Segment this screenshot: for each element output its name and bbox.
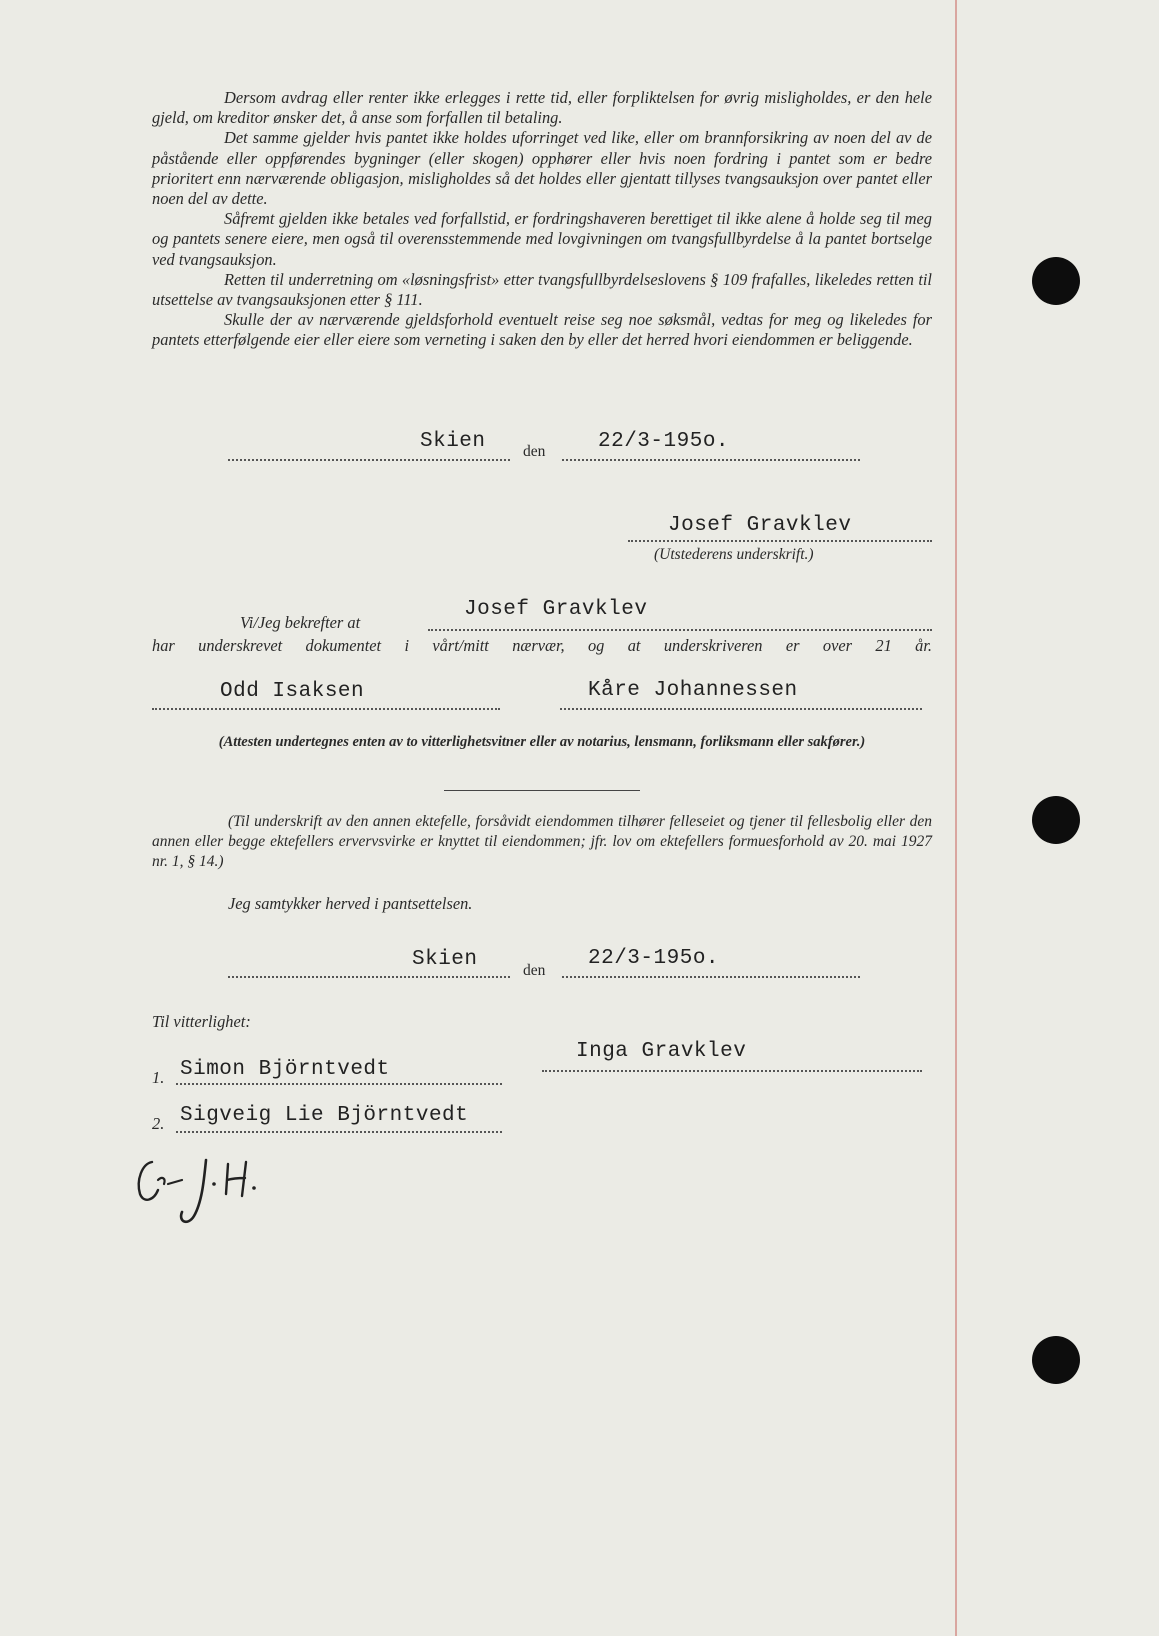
den-label: den [523,443,546,460]
witness-2: Kåre Johannessen [588,679,798,702]
place-line [228,459,510,461]
spouse-note [152,812,932,872]
signing-date: 22/3-195o. [598,430,730,453]
signing-date-2: 22/3-195o. [588,947,720,970]
vitterlighet-line-1 [176,1083,502,1085]
confirm-prefix: Vi/Jeg bekrefter at [240,613,361,632]
confirm-line [428,629,932,631]
vitterlighet-line-2 [176,1131,502,1133]
place-line-2 [228,976,510,978]
date-line-2 [562,976,860,978]
issuer-label: (Utstederens underskrift.) [654,546,814,563]
witness-number-1: 1. [152,1068,165,1087]
paragraph: Retten til underretning om «løsningsfrist» etter tvangsfullbyrdelseslovens § 109 frafalles, likeledes retten til utsettelse av tvangsauksjonen etter § 111. [152,269,932,310]
paragraph: Skulle der av nærværende gjeldsforhold eventuelt reise seg noe søksmål, vedtas for meg og likeledes for pantets etterfølgende eier eller eiere som verneting i saken den by eller det herred hvori eiendommen er beliggende. [152,310,932,350]
paragraph: Såfremt gjelden ikke betales ved forfallstid, er fordringshaveren berettiget til ikke alene å holde seg til meg og pantets senere eiere, men også til overensstemmende med lovgivningen om tvangsfullbyrdelse å la pantet bortselge ved tvangsauksjon. [152,209,932,269]
consent-text: Jeg samtykker herved i pantsettelsen. [228,894,473,913]
paragraph: Det samme gjelder hvis pantet ikke holdes uforringet ved like, eller om brannforsikring av noen del av de påstående eller oppførendes bygninger (eller skogen) opphører eller hvis noen fordring i pantet som er bedre prioritert enn nærværende obligasjon, misligholdes så det holdes eller gjentatt tillyses tvangsauksjon over pantet eller noen del av dette. [152,128,932,209]
signing-place: Skien [420,430,486,453]
witness-1-line [152,708,500,710]
issuer-line [628,540,932,542]
punch-hole [1032,1336,1080,1384]
vitterlighet-witness-2: Sigveig Lie Björntvedt [180,1104,469,1127]
spouse-line [542,1070,922,1072]
margin-line [955,0,957,1636]
vitterlighet-label: Til vitterlighet: [152,1012,251,1031]
spouse-signature: Inga Gravklev [576,1040,747,1063]
punch-hole [1032,257,1080,305]
date-line [562,459,860,461]
paragraph: Dersom avdrag eller renter ikke erlegges i rette tid, eller forpliktelsen for øvrig misligholdes, er den hele gjeld, om kreditor ønsker det, å anse som forfallen til betaling. [152,88,932,128]
body-text [152,88,932,351]
handwritten-initials [128,1150,278,1230]
issuer-name: Josef Gravklev [668,514,852,537]
witness-1: Odd Isaksen [220,680,365,703]
spouse-note-text: (Til underskrift av den annen ektefelle, forsåvidt eiendommen tilhører felleseiet og tjener til fellesbolig eller den annen eller begge ektefellers ervervsvirke er knyttet til eiendommen; jfr. lov om ektefellers formuesforhold av 20. mai 1927 nr. 1, § 14.) [152,813,932,870]
signing-place-2: Skien [412,948,478,971]
punch-hole [1032,796,1080,844]
attest-note: (Attesten undertegnes enten av to vitterlighetsvitner eller av notarius, lensmann, forliksmann eller sakfører.) [218,734,866,750]
vitterlighet-witness-1: Simon Björntvedt [180,1058,390,1081]
witness-2-line [560,708,922,710]
confirm-sentence: har underskrevet dokumentet i vårt/mitt nærvær, og at underskriveren er over 21 år. [152,636,932,655]
witness-number-2: 2. [152,1114,165,1133]
confirm-name: Josef Gravklev [464,598,648,621]
den-label-2: den [523,962,546,979]
divider [444,790,640,791]
